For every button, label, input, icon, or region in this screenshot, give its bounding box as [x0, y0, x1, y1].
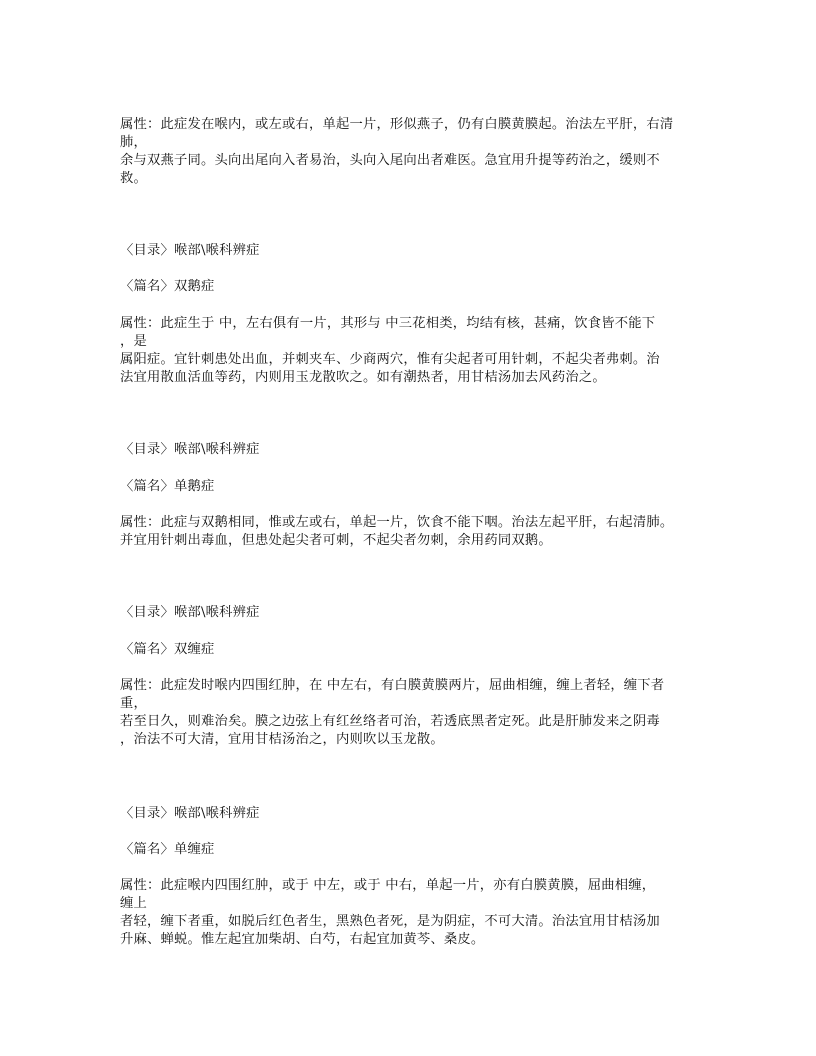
section-5-line-2: 缠上: [120, 896, 147, 911]
section-4-pianming: 〈篇名〉双缠症: [120, 642, 215, 657]
section-3-line-2: 并宜用针刺出毒血，但患处起尖者可刺，不起尖者勿刺，余用药同双鹅。: [120, 533, 552, 548]
section-5-line-4: 升麻、蝉蜕。惟左起宜加柴胡、白芍，右起宜加黄芩、桑皮。: [120, 932, 485, 947]
section-4-line-1: 属性：此症发时喉内四围红肿，在 中左右，有白膜黄膜两片，屈曲相缠，缠上者轻，缠下者: [120, 678, 665, 693]
section-2-pianming: 〈篇名〉双鹅症: [120, 279, 215, 294]
section-5-pianming: 〈篇名〉单缠症: [120, 842, 215, 857]
section-2-line-3: 属阳症。宜针刺患处出血，并刺夹车、少商两穴，惟有尖起者可用针刺，不起尖者弗刺。治: [120, 352, 660, 367]
section-3-line-1: 属性：此症与双鹅相同，惟或左或右，单起一片，饮食不能下咽。治法左起平肝，右起清肺。: [120, 515, 674, 530]
section-2-line-2: ，是: [120, 334, 147, 349]
section-2-mulu: 〈目录〉喉部\喉科辨症: [120, 243, 260, 258]
section-1-line-2: 肺，: [120, 135, 147, 150]
section-2-line-4: 法宜用散血活血等药，内则用玉龙散吹之。如有潮热者，用甘桔汤加去风药治之。: [120, 370, 606, 385]
section-4-line-4: ，治法不可大清，宜用甘桔汤治之，内则吹以玉龙散。: [120, 732, 444, 747]
section-5-line-1: 属性：此症喉内四围红肿，或于 中左，或于 中右，单起一片，亦有白膜黄膜，屈曲相缠，: [120, 878, 656, 893]
section-1-line-4: 救。: [120, 171, 147, 186]
section-3-pianming: 〈篇名〉单鹅症: [120, 479, 215, 494]
section-4-mulu: 〈目录〉喉部\喉科辨症: [120, 605, 260, 620]
section-3-mulu: 〈目录〉喉部\喉科辨症: [120, 442, 260, 457]
section-2-line-1: 属性：此症生于 中，左右俱有一片，其形与 中三花相类，均结有核，甚痛，饮食皆不能下: [120, 316, 656, 331]
section-4-line-3: 若至日久，则难治矣。膜之边弦上有红丝络者可治，若透底黑者定死。此是肝肺发来之阴毒: [120, 714, 660, 729]
section-5-mulu: 〈目录〉喉部\喉科辨症: [120, 806, 260, 821]
section-4-line-2: 重，: [120, 696, 147, 711]
section-1-line-1: 属性：此症发在喉内，或左或右，单起一片，形似燕子，仍有白膜黄膜起。治法左平肝，右清: [120, 117, 674, 132]
section-1-line-3: 余与双燕子同。头向出尾向入者易治，头向入尾向出者难医。急宜用升提等药治之，缓则不: [120, 153, 660, 168]
section-5-line-3: 者轻，缠下者重，如脱后红色者生，黑熟色者死，是为阴症，不可大清。治法宜用甘桔汤加: [120, 914, 660, 929]
